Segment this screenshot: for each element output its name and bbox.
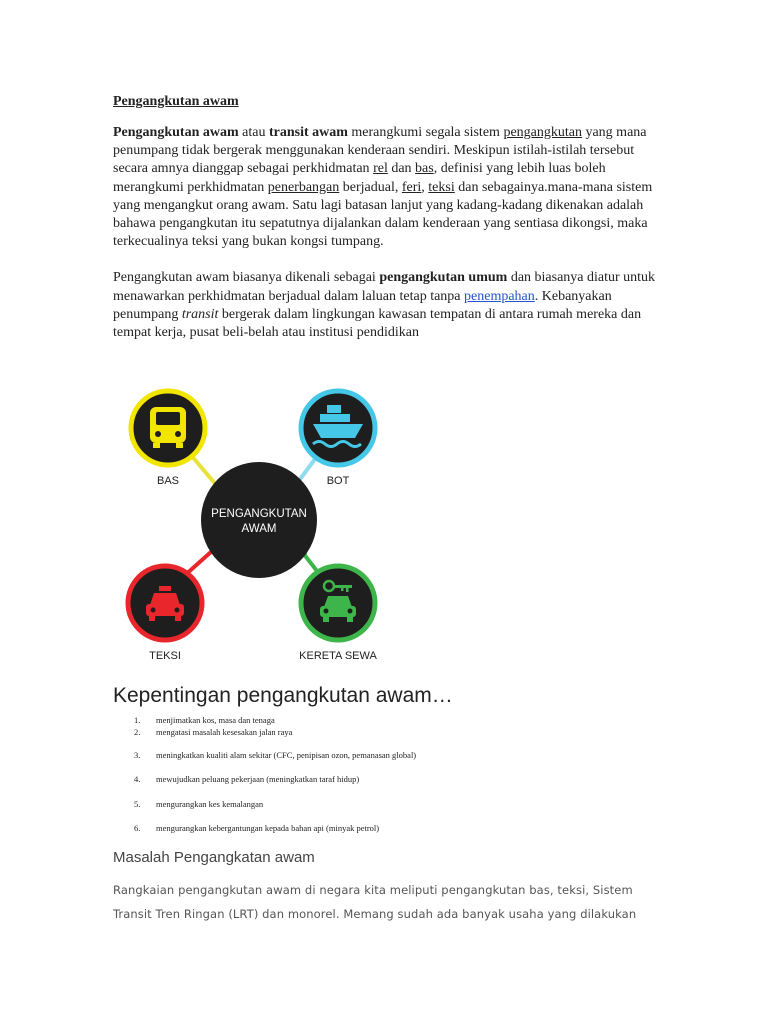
italic-term: transit bbox=[181, 306, 219, 322]
node-kereta-sewa bbox=[301, 566, 375, 640]
list-item: 2. mengatasi masalah kesesakan jalan raya bbox=[134, 727, 293, 737]
node-teksi bbox=[128, 566, 202, 640]
text: dan bbox=[387, 161, 416, 177]
node-label-kereta-sewa: KERETA SEWA bbox=[299, 650, 377, 662]
list-item-text: mengatasi masalah kesesakan jalan raya bbox=[156, 727, 293, 737]
node-bot bbox=[301, 391, 375, 465]
term-link[interactable]: teksi bbox=[428, 179, 455, 195]
term-link[interactable]: pengangkutan bbox=[503, 125, 582, 140]
list-item: 5. mengurangkan kes kemalangan bbox=[134, 799, 264, 809]
paragraph-2 bbox=[113, 269, 658, 342]
term-link[interactable]: bas bbox=[415, 161, 434, 177]
center-label-line2: AWAM bbox=[241, 523, 277, 535]
section2-title: Masalah Pengangkatan awam bbox=[113, 849, 315, 866]
list-item: 6. mengurangkan kebergantungan kepada bahan api (minyak petrol) bbox=[134, 823, 380, 833]
transport-diagram bbox=[113, 383, 403, 673]
document-body bbox=[113, 94, 658, 360]
list-item-text: mengurangkan kes kemalangan bbox=[156, 799, 264, 809]
section2-body: Rangkaian pengangkutan awam di negara kita meliputi pengangkutan bas, teksi, Sistem Transit Tren Ringan (LRT) dan monorel. Memang sudah ada banyak usaha yang dilakukan bbox=[113, 883, 637, 921]
center-label-line1: PENGANGKUTAN bbox=[211, 508, 307, 520]
diagram-svg bbox=[113, 383, 403, 673]
node-label-teksi: TEKSI bbox=[149, 650, 181, 662]
section-title: Kepentingan pengangkutan awam… bbox=[113, 684, 453, 707]
list-item: 1. menjimatkan kos, masa dan tenaga bbox=[134, 715, 275, 725]
node-label-bas: BAS bbox=[156, 475, 180, 487]
text: berjadual, bbox=[339, 179, 402, 195]
text: , bbox=[421, 179, 429, 195]
list-item-text: menjimatkan kos, masa dan tenaga bbox=[156, 715, 275, 725]
center-node bbox=[201, 462, 317, 578]
list-item-text: mengurangkan kebergantungan kepada bahan api (minyak petrol) bbox=[156, 823, 380, 833]
term-link[interactable]: feri bbox=[401, 179, 422, 195]
text: Pengangkutan awam biasanya dikenali sebagai bbox=[113, 270, 380, 286]
text: yang mana penumpang tidak bergerak menggunakan kenderaan sendiri. Meskipun istilah-istilah tersebut secara amnya dianggap sebagai perkhidmatan bbox=[113, 125, 647, 177]
importance-list bbox=[134, 714, 594, 834]
text: merangkumi segala sistem bbox=[347, 125, 504, 140]
bold-term: pengangkutan umum bbox=[379, 270, 508, 286]
text: bergerak dalam lingkungan kawasan tempatan di antara rumah mereka dan tempat kerja, pusat beli-belah atau institusi pendidikan bbox=[113, 306, 642, 341]
list-item-text: mewujudkan peluang pekerjaan (meningkatkan taraf hidup) bbox=[156, 774, 360, 784]
hyperlink[interactable]: penempahan bbox=[464, 288, 535, 304]
bold-term: transit awam bbox=[268, 125, 348, 140]
paragraph-1 bbox=[113, 124, 658, 251]
list-item: 4. mewujudkan peluang pekerjaan (meningkatkan taraf hidup) bbox=[134, 774, 360, 784]
term-link[interactable]: penerbangan bbox=[267, 179, 340, 195]
text: . Kebanyakan penumpang bbox=[113, 288, 612, 322]
text: , definisi yang lebih luas boleh merangkumi perkhidmatan bbox=[113, 161, 606, 195]
text: dan sebagainya.mana-mana sistem yang mengangkut orang awam. Satu lagi batasan lanjut yang kadang-kadang dikenakan adalah bahawa pengangkutan itu sepatutnya dijalankan dalam kenderaan yang sentiasa dikongsi, maka terkecualinya teksi yang bukan kongsi tumpang. bbox=[113, 179, 653, 250]
bus-icon bbox=[150, 407, 186, 448]
list-item-text: meningkatkan kualiti alam sekitar (CFC, penipisan ozon, pemanasan global) bbox=[156, 750, 417, 760]
node-bas bbox=[131, 391, 205, 465]
node-label-bot: BOT bbox=[326, 475, 350, 487]
bold-term: Pengangkutan awam bbox=[113, 125, 239, 140]
text: atau bbox=[238, 125, 269, 140]
term-link[interactable]: rel bbox=[373, 161, 388, 177]
doc-heading: Pengangkutan awam bbox=[113, 94, 239, 109]
text: dan biasanya diatur untuk menawarkan perkhidmatan berjadual dalam laluan tetap tanpa bbox=[113, 270, 656, 304]
list-item: 3. meningkatkan kualiti alam sekitar (CFC, penipisan ozon, pemanasan global) bbox=[134, 750, 417, 760]
